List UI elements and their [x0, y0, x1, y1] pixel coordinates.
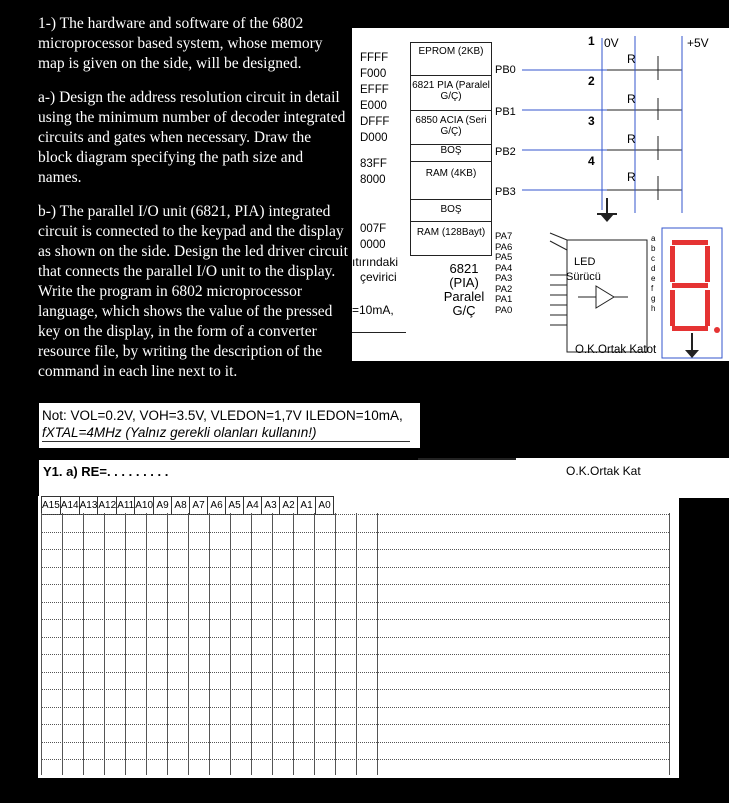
- col-header: A9: [154, 497, 172, 515]
- grid-col-line: [167, 513, 168, 775]
- answer-title: Y1. a) RE=. . . . . . . . .: [43, 464, 169, 479]
- grid-row-line: [41, 602, 669, 603]
- answer-header: [39, 460, 418, 498]
- grid-col-line: [314, 513, 315, 775]
- col-header: A12: [98, 497, 117, 515]
- col-header: A15: [42, 497, 61, 515]
- addr: 0000: [360, 239, 386, 251]
- grid-row-line: [41, 567, 669, 568]
- col-header: A14: [60, 497, 79, 515]
- seg-pin: g: [651, 294, 656, 303]
- question-text: [38, 14, 348, 396]
- grid-col-line: [272, 513, 273, 775]
- driver-label: Sürücü: [566, 271, 601, 283]
- cut-text: =10mA,: [352, 303, 394, 317]
- col-header: A8: [172, 497, 190, 515]
- vcc-label: +5V: [687, 36, 709, 50]
- grid-col-line: [377, 513, 378, 775]
- grid-row-line: [41, 619, 669, 620]
- key-3: 3: [588, 114, 595, 128]
- grid-col-line: [293, 513, 294, 775]
- grid-col-line: [209, 513, 210, 775]
- seg-pin: f: [651, 284, 654, 293]
- grid-row-line: [41, 689, 669, 690]
- grid-col-line: [669, 513, 670, 775]
- col-header: A1: [298, 497, 316, 515]
- port-pa: PA0: [495, 304, 513, 316]
- grid-col-line: [62, 513, 63, 775]
- col-header: A5: [226, 497, 244, 515]
- grid-row-line: [41, 759, 669, 760]
- block-empty: BOŞ: [411, 145, 491, 162]
- grid-row-line: [41, 514, 669, 515]
- grid-row-line: [41, 549, 669, 550]
- note-box: [39, 403, 420, 448]
- addr: 83FF: [360, 158, 387, 170]
- note-line-1: Not: VOL=0.2V, VOH=3.5V, VLEDON=1,7V ILEDON=10mA,: [42, 408, 403, 423]
- pa-ports: [495, 232, 512, 316]
- segment-pins: [651, 234, 655, 314]
- block-eprom: EPROM (2KB): [411, 43, 491, 76]
- block-acia: 6850 ACIA (Seri G/Ç): [411, 111, 491, 145]
- key-1: 1: [588, 34, 595, 48]
- grid-row-line: [41, 637, 669, 638]
- col-header: A6: [208, 497, 226, 515]
- grid-col-line: [146, 513, 147, 775]
- question-part-b: b-) The parallel I/O unit (6821, PIA) integrated circuit is connected to the keypad and the display as shown on the side. Design the led driver circuit that connects the parallel I/O unit to the display. Write the program in 6802 microprocessor language, which shows the value of the pressed key on the display, in the form of a converter resource file, by writing the description of the command in each line next to it.: [38, 203, 348, 380]
- resistor-label: R: [627, 132, 636, 146]
- addr: F000: [360, 68, 387, 80]
- address-column: [360, 50, 389, 253]
- seg-pin: b: [651, 244, 656, 253]
- grid-row-line: [41, 724, 669, 725]
- key-4: 4: [588, 154, 595, 168]
- grid-col-line: [41, 513, 42, 775]
- addr: 007F: [360, 223, 387, 235]
- pia-name: (PIA): [449, 275, 479, 290]
- port-pa: PA6: [495, 241, 513, 253]
- port-pa: PA7: [495, 231, 513, 242]
- addr: 8000: [360, 174, 386, 186]
- col-header: A10: [135, 497, 154, 515]
- block-empty: BOŞ: [411, 200, 491, 222]
- port-pb2: PB2: [495, 146, 516, 158]
- grid-row-line: [41, 584, 669, 585]
- grid-row-line: [41, 654, 669, 655]
- addr: EFFF: [360, 84, 389, 96]
- port-pa: PA1: [495, 294, 513, 305]
- key-2: 2: [588, 74, 595, 88]
- grid-col-line: [104, 513, 105, 775]
- grid-col-line: [251, 513, 252, 775]
- cut-text: ıtırındaki: [352, 255, 399, 269]
- grid-row-line: [41, 672, 669, 673]
- col-header: A11: [117, 497, 135, 515]
- circuit-figure: [352, 28, 729, 361]
- col-header: A4: [244, 497, 262, 515]
- block-ram4k: RAM (4KB): [411, 162, 491, 200]
- driver-label: LED: [574, 256, 596, 268]
- grid-col-line: [356, 513, 357, 775]
- grid-col-line: [83, 513, 84, 775]
- cut-text: çevirici: [360, 270, 397, 284]
- question-intro: 1-) The hardware and software of the 6802 microprocessor based system, whose memory map is given on the side, will be designed.: [38, 15, 323, 72]
- resistor-label: R: [627, 170, 636, 184]
- grid-row-line: [41, 707, 669, 708]
- cathode-label: O.K.Ortak Katot: [575, 344, 657, 356]
- port-pb3: PB3: [495, 186, 516, 198]
- col-header: A3: [262, 497, 280, 515]
- memory-map: [410, 42, 492, 256]
- port-pa: PA4: [495, 262, 513, 274]
- port-pb0: PB0: [495, 64, 516, 76]
- resistor-label: R: [627, 92, 636, 106]
- col-header: A7: [190, 497, 208, 515]
- answer-grid: [38, 496, 679, 778]
- addr: DFFF: [360, 116, 390, 128]
- grid-col-line: [230, 513, 231, 775]
- port-pa: PA3: [495, 273, 513, 284]
- grid-row-line: [41, 742, 669, 743]
- addr: E000: [360, 100, 387, 112]
- seg-pin: d: [651, 264, 656, 273]
- ground-label: 0V: [604, 36, 619, 50]
- block-pia: 6821 PIA (Paralel G/Ç): [411, 76, 491, 111]
- pia-name: 6821: [449, 261, 479, 276]
- keypad-wiring: [522, 28, 729, 361]
- seg-pin: a: [651, 234, 656, 243]
- port-pb1: PB1: [495, 106, 516, 118]
- pia-name: G/Ç: [452, 303, 476, 318]
- port-pa: PA2: [495, 283, 513, 295]
- pia-label: [436, 262, 492, 318]
- seg-pin: c: [651, 254, 655, 263]
- grid-col-line: [335, 513, 336, 775]
- grid-row-line: [41, 532, 669, 533]
- grid-col-line: [188, 513, 189, 775]
- col-header: A2: [280, 497, 298, 515]
- resistor-label: R: [627, 52, 636, 66]
- block-ram128: RAM (128Bayt): [416, 227, 486, 238]
- note-line-2: fXTAL=4MHz (Yalnız gerekli olanları kullanın!): [42, 425, 317, 440]
- port-pa: PA5: [495, 252, 513, 263]
- seg-pin: h: [651, 304, 656, 313]
- col-header: A13: [79, 497, 98, 515]
- addr: FFFF: [360, 52, 389, 64]
- seg-pin: e: [651, 274, 656, 283]
- cathode-label-2: O.K.Ortak Kat: [566, 464, 641, 478]
- grid-col-line: [125, 513, 126, 775]
- question-part-a: a-) Design the address resolution circuit in detail using the minimum number of decoder integrated circuits and gates when necessary. Draw the block diagram specifying the path size and names.: [38, 89, 346, 186]
- pia-name: Paralel: [443, 289, 485, 304]
- figure-bottom-strip: [418, 458, 729, 498]
- col-header: A0: [316, 497, 334, 515]
- addr: D000: [360, 132, 388, 144]
